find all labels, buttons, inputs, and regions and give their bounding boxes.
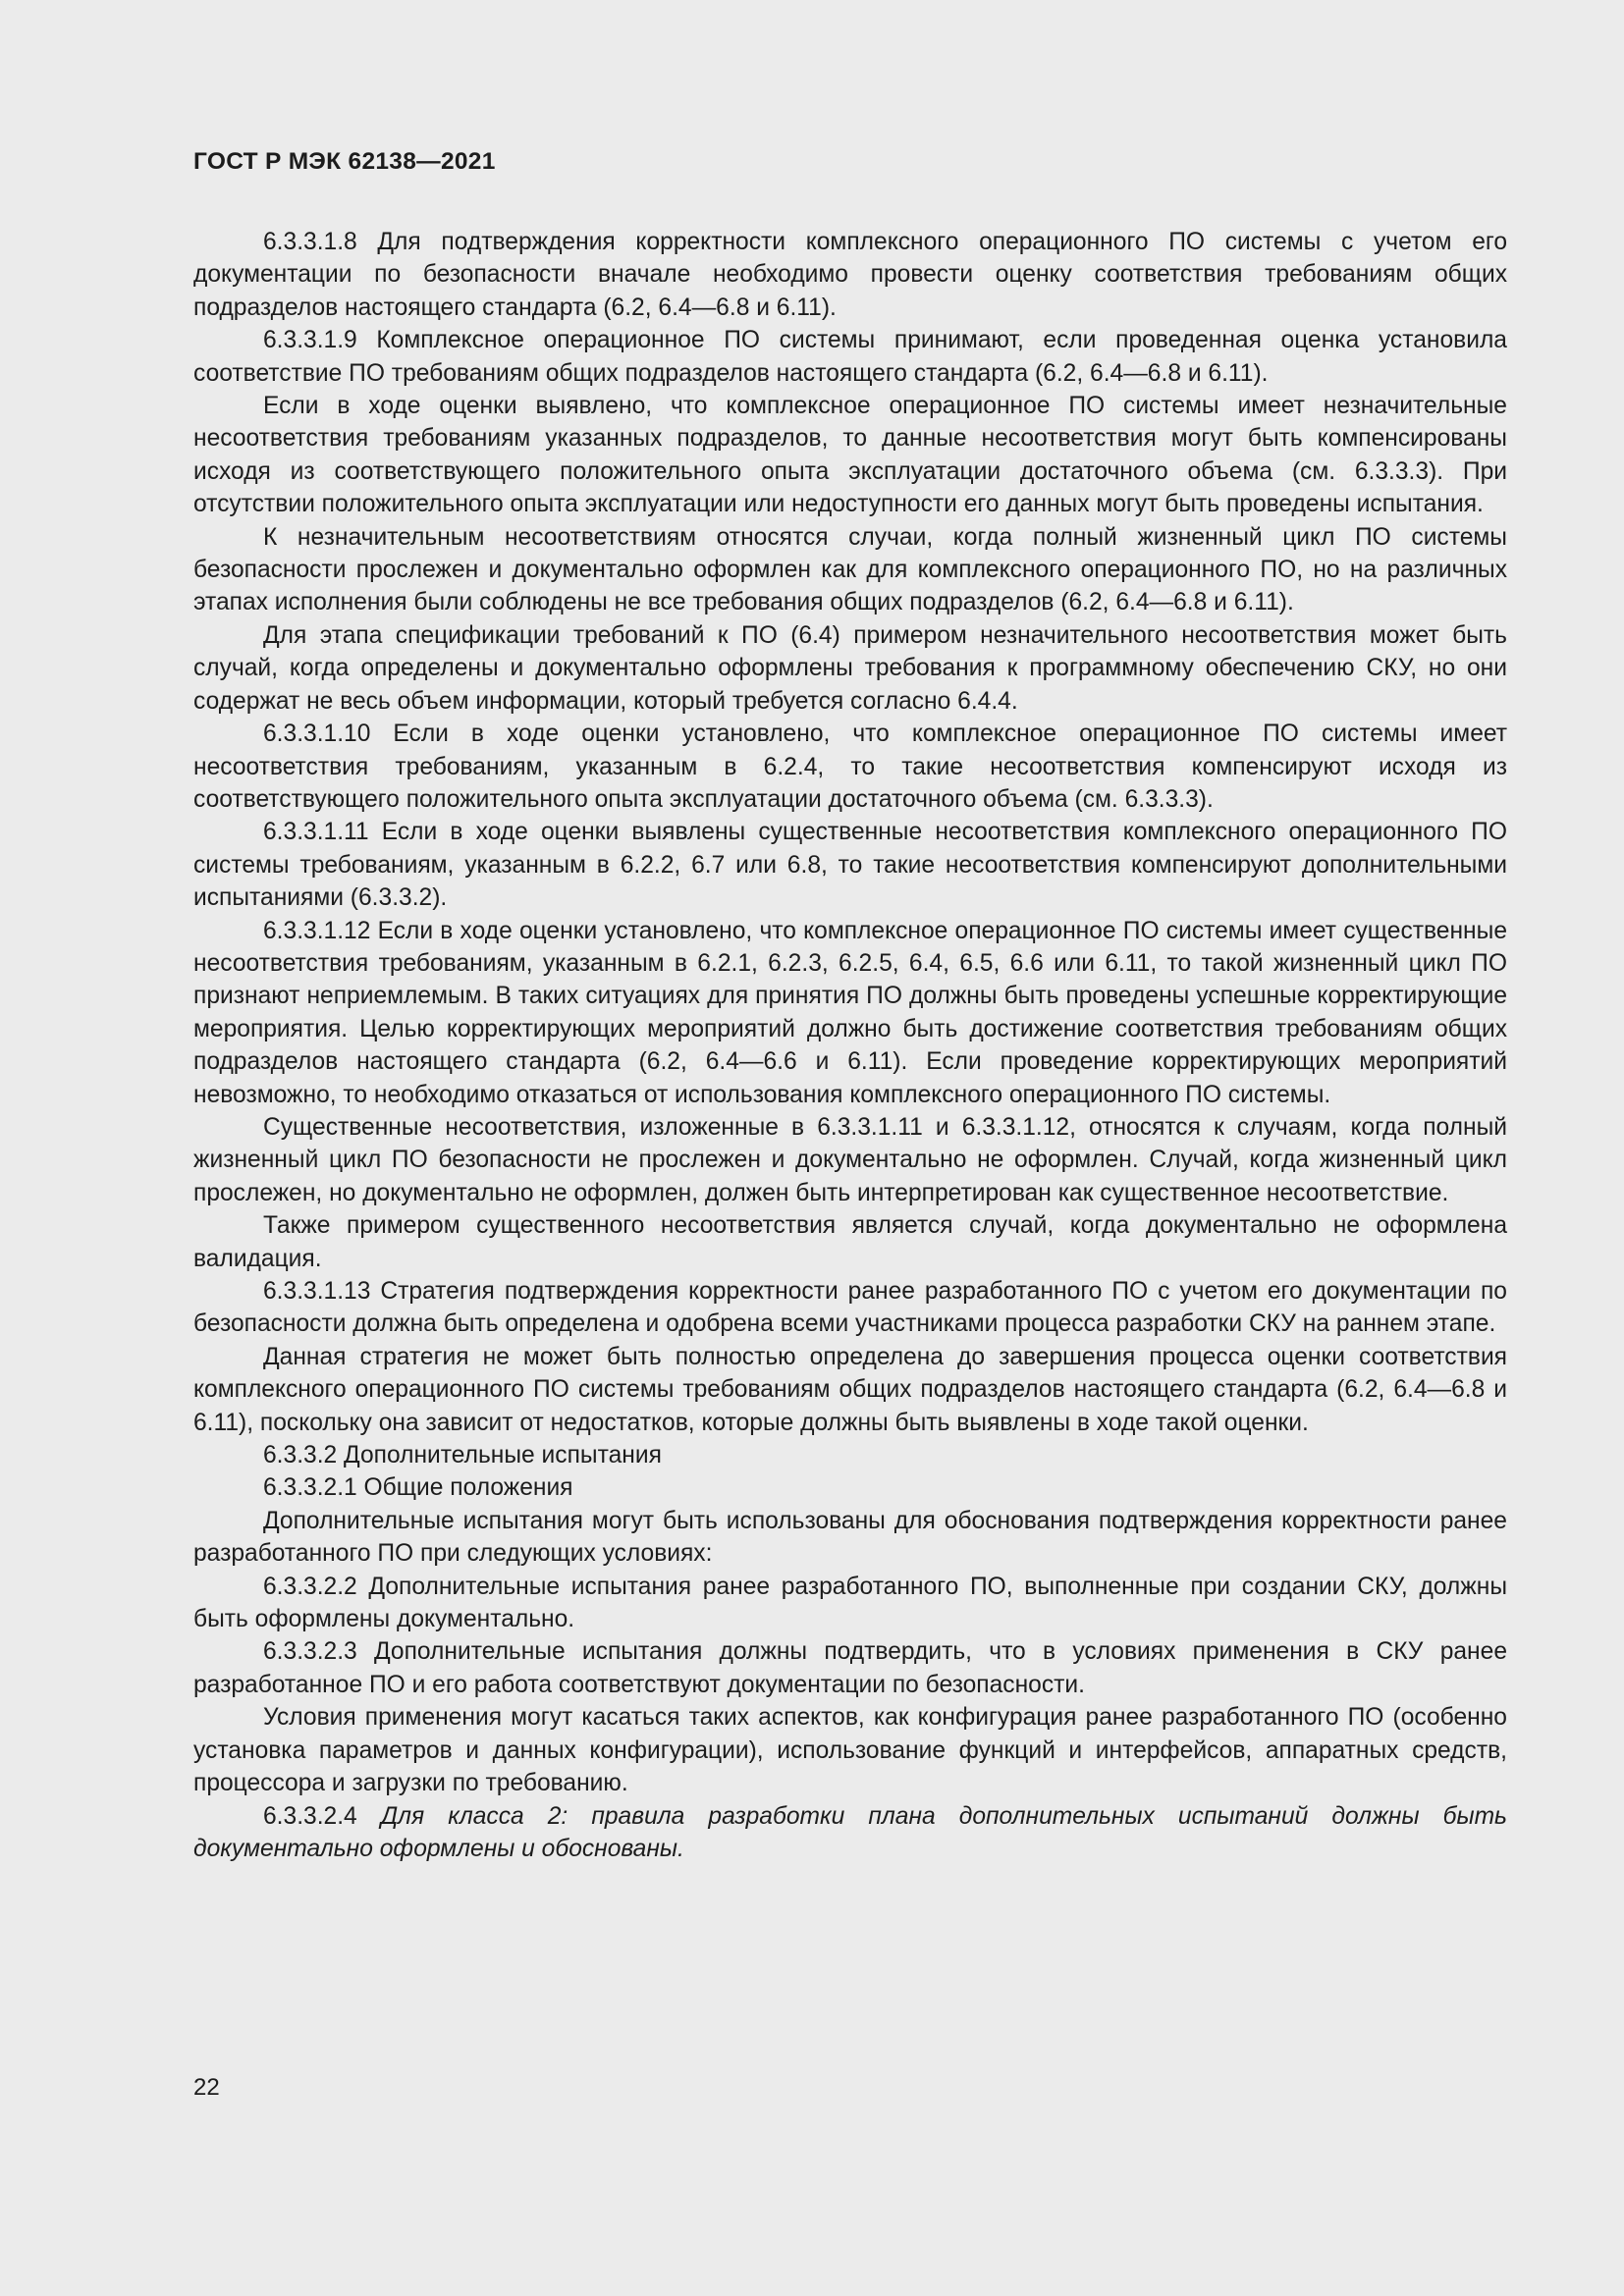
paragraph: 6.3.3.1.13 Стратегия подтверждения корректности ранее разработанного ПО с учетом его документации по безопасности должна быть определена и одобрена всеми участниками процесса разработки СКУ на раннем этапе. — [193, 1278, 1507, 1338]
paragraph: Если в ходе оценки выявлено, что комплексное операционное ПО системы имеет незначительные несоответствия требованиям указанных подразделов, то данные несоответствия могут быть компенсированы исходя из соответствующего положительного опыта эксплуатации достаточного объема (см. 6.3.3.3). При отсутствии положительного опыта эксплуатации или недоступности его данных могут быть проведены испытания. — [193, 393, 1507, 518]
paragraph: 6.3.3.1.11 Если в ходе оценки выявлены существенные несоответствия комплексного операционного ПО системы требованиям, указанным в 6.2.2, 6.7 или 6.8, то такие несоответствия компенсируют дополнительными испытаниями (6.3.3.2). — [193, 819, 1507, 912]
paragraph: 6.3.3.1.12 Если в ходе оценки установлено, что комплексное операционное ПО системы имеет существенные несоответствия требованиям, указанным в 6.2.1, 6.2.3, 6.2.5, 6.4, 6.5, 6.6 или 6.11, то такой жизненный цикл ПО признают неприемлемым. В таких ситуациях для принятия ПО должны быть проведены успешные корректирующие мероприятия. Целью корректирующих мероприятий должно быть достижение соответствия требованиям общих подразделов настоящего стандарта (6.2, 6.4—6.6 и 6.11). Если проведение корректирующих мероприятий невозможно, то необходимо отказаться от использования комплексного операционного ПО системы. — [193, 917, 1507, 1108]
section-heading: 6.3.3.2 Дополнительные испытания — [263, 1442, 662, 1469]
paragraph: К незначительным несоответствиям относятся случаи, когда полный жизненный цикл ПО системы безопасности прослежен и документально оформлен как для комплексного операционного ПО, но на различных этапах исполнения были соблюдены не все требования общих подразделов (6.2, 6.4—6.8 и 6.11). — [193, 523, 1507, 616]
paragraph: Данная стратегия не может быть полностью определена до завершения процесса оценки соответствия комплексного операционного ПО системы требованиям общих подразделов настоящего стандарта (6.2, 6.4—6.8 и 6.11), поскольку она зависит от недостатков, которые должны быть выявлены в ходе такой оценки. — [193, 1343, 1507, 1436]
paragraph: 6.3.3.2.3 Дополнительные испытания должны подтвердить, что в условиях применения в СКУ ранее разработанное ПО и его работа соответствуют документации по безопасности. — [193, 1638, 1507, 1698]
paragraph: Существенные несоответствия, изложенные в 6.3.3.1.11 и 6.3.3.1.12, относятся к случаям, когда полный жизненный цикл ПО безопасности не прослежен и документально не оформлен. Случай, когда жизненный цикл прослежен, но документально не оформлен, должен быть интерпретирован как существенное несоответствие. — [193, 1113, 1507, 1206]
paragraph: Также примером существенного несоответствия является случай, когда документально не оформлена валидация. — [193, 1212, 1507, 1272]
paragraph: 6.3.3.1.10 Если в ходе оценки установлено, что комплексное операционное ПО системы имеет несоответствия требованиям, указанным в 6.2.4, то такие несоответствия компенсируют исходя из соответствующего положительного опыта эксплуатации достаточного объема (см. 6.3.3.3). — [193, 721, 1507, 813]
paragraph: 6.3.3.1.8 Для подтверждения корректности комплексного операционного ПО системы с учетом его документации по безопасности вначале необходимо провести оценку соответствия требованиям общих подразделов настоящего стандарта (6.2, 6.4—6.8 и 6.11). — [193, 229, 1507, 321]
paragraph: Дополнительные испытания могут быть использованы для обоснования подтверждения корректности ранее разработанного ПО при следующих условиях: — [193, 1507, 1507, 1568]
paragraph-last — [193, 1800, 1507, 1866]
page-number: 22 — [193, 2074, 220, 2101]
paragraph: Для этапа спецификации требований к ПО (6.4) примером незначительного несоответствия может быть случай, когда определены и документально оформлены требования к программному обеспечению СКУ, но они содержат не весь объем информации, который требуется согласно 6.4.4. — [193, 621, 1507, 715]
clause-number: 6.3.3.2.4 — [263, 1802, 357, 1830]
italic-requirement: Для класса 2: правила разработки плана дополнительных испытаний должны быть документально оформлены и обоснованы. — [193, 1802, 1507, 1862]
document-header: ГОСТ Р МЭК 62138—2021 — [193, 148, 496, 175]
paragraph: Условия применения могут касаться таких аспектов, как конфигурация ранее разработанного ПО (особенно установка параметров и данных конфигурации), использование функций и интерфейсов, аппаратных средств, процессора и загрузки по требованию. — [193, 1704, 1507, 1797]
body-text — [193, 226, 1507, 1865]
paragraph: 6.3.3.2.2 Дополнительные испытания ранее разработанного ПО, выполненные при создании СКУ, должны быть оформлены документально. — [193, 1573, 1507, 1633]
subsection-heading: 6.3.3.2.1 Общие положения — [263, 1474, 573, 1502]
paragraph: 6.3.3.1.9 Комплексное операционное ПО системы принимают, если проведенная оценка установила соответствие ПО требованиям общих подразделов настоящего стандарта (6.2, 6.4—6.8 и 6.11). — [193, 327, 1507, 387]
